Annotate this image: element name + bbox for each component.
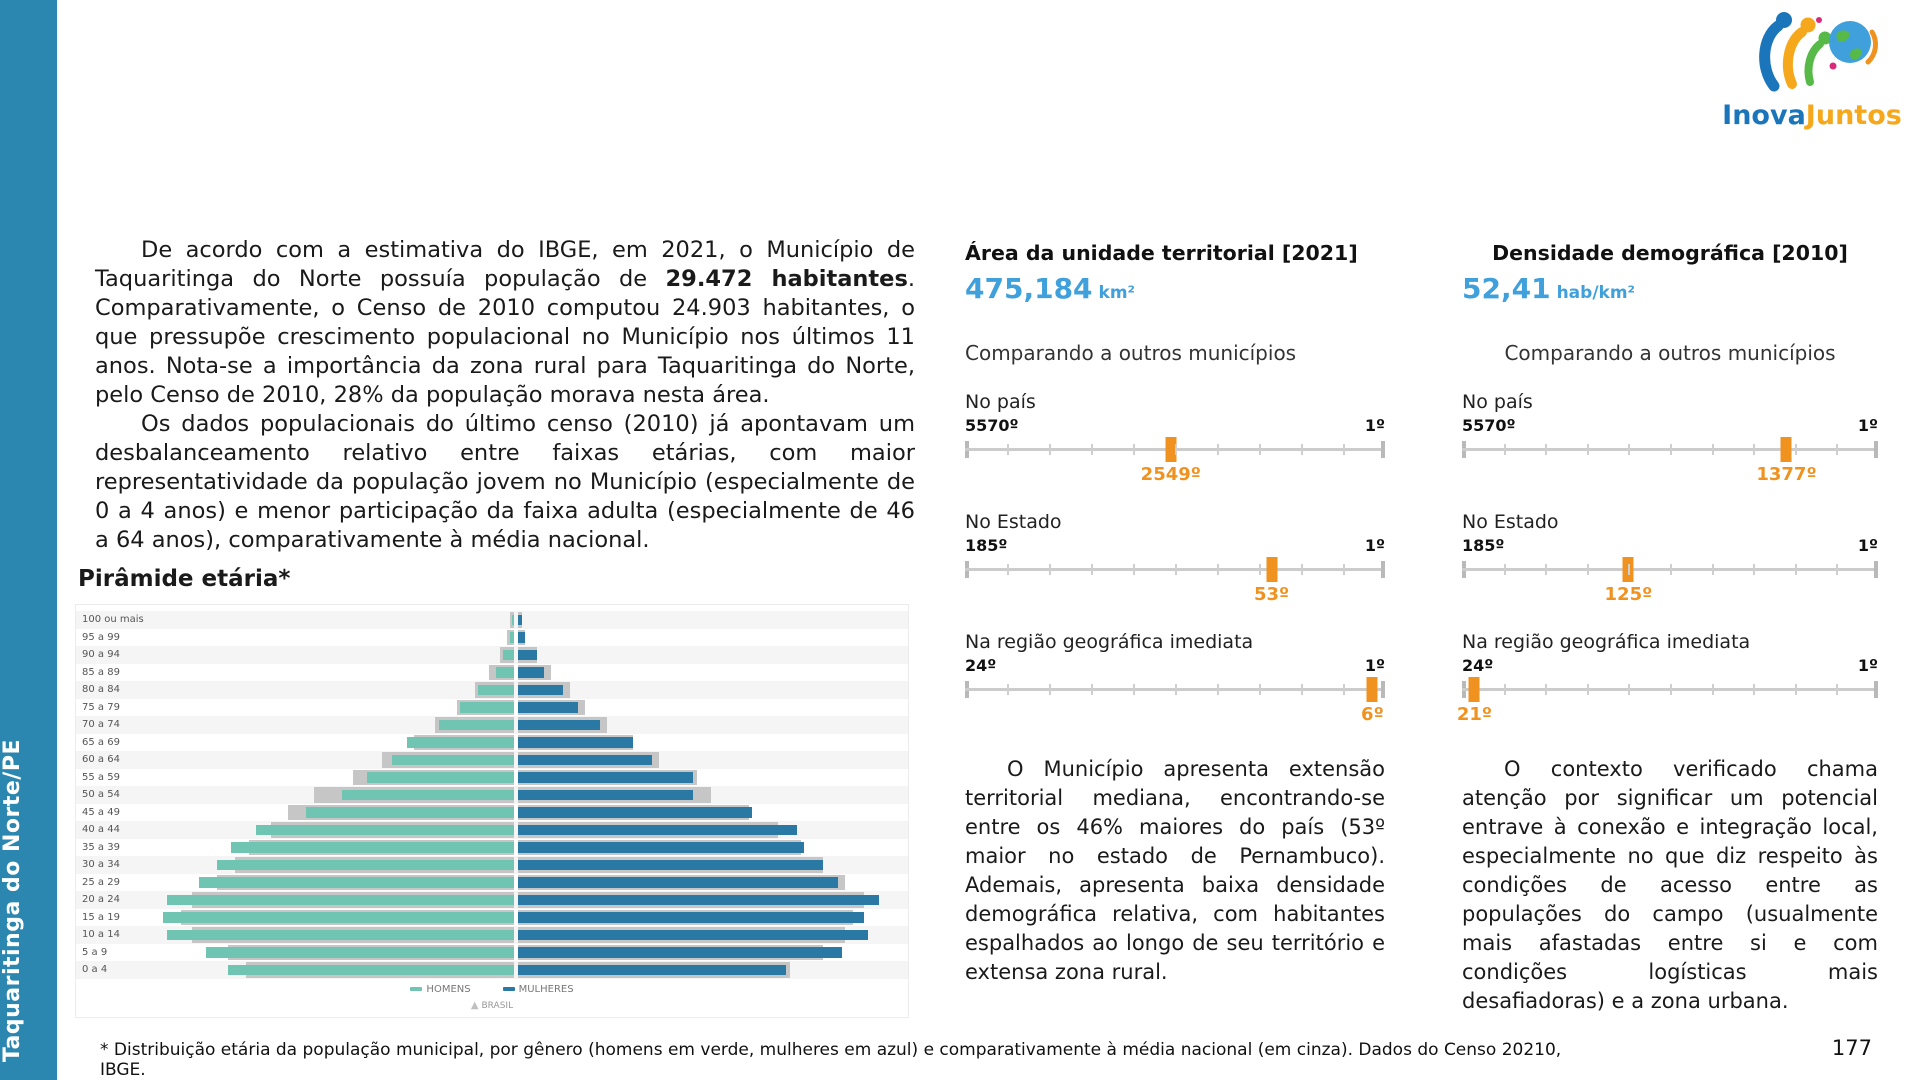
track-tick xyxy=(1259,564,1261,575)
rank-slider-region xyxy=(965,631,1385,725)
track-tick xyxy=(1007,684,1009,695)
panel-area-title: Área da unidade territorial [2021] xyxy=(965,241,1358,265)
rank-marker xyxy=(1266,557,1277,582)
bar-women xyxy=(518,772,693,783)
sidebar-municipality-label: Taquaritinga do Norte/PE xyxy=(0,738,25,1062)
bar-men xyxy=(478,685,514,696)
bar-women xyxy=(518,947,842,958)
track-tick xyxy=(1091,564,1093,575)
legend-homens-label: HOMENS xyxy=(426,984,471,995)
track-tick xyxy=(1670,444,1672,455)
bar-women xyxy=(518,912,864,923)
slider-endpoints xyxy=(1462,536,1878,555)
slider-worst-rank: 24º xyxy=(965,656,997,675)
track-tick xyxy=(1587,684,1589,695)
pyramid-row xyxy=(76,944,908,962)
track-tick xyxy=(1259,684,1261,695)
intro-p1-text: De acordo com a estimativa do IBGE, em 2021, o Município de Taquaritinga do Norte possuía população de xyxy=(95,237,915,292)
pyramid-age-label: 45 a 49 xyxy=(82,806,120,818)
slider-endpoints xyxy=(965,656,1385,675)
slider-worst-rank: 5570º xyxy=(965,416,1019,435)
bar-women xyxy=(518,720,600,731)
pyramid-title: Pirâmide etária* xyxy=(78,566,291,592)
slider-label: No país xyxy=(965,391,1036,413)
bar-women xyxy=(518,755,652,766)
rank-slider-country xyxy=(1462,391,1878,485)
slider-label: Na região geográfica imediata xyxy=(965,631,1254,653)
slider-worst-rank: 185º xyxy=(965,536,1008,555)
slider-worst-rank: 5570º xyxy=(1462,416,1516,435)
track-tick xyxy=(1587,564,1589,575)
bar-women xyxy=(518,807,752,818)
track-tick xyxy=(1753,444,1755,455)
rank-track xyxy=(965,559,1385,605)
logo-text-inova: Inova xyxy=(1722,100,1806,131)
rank-slider-state xyxy=(1462,511,1878,605)
rank-marker-value: 6º xyxy=(1361,704,1384,725)
pyramid-row xyxy=(76,611,908,629)
rank-marker xyxy=(1781,437,1792,462)
track-tick xyxy=(1628,444,1630,455)
track-tick xyxy=(1795,444,1797,455)
track-tick xyxy=(1712,684,1714,695)
pyramid-age-label: 100 ou mais xyxy=(82,614,144,625)
bar-men xyxy=(503,650,514,661)
bar-men xyxy=(228,965,514,976)
track-tick xyxy=(1343,564,1345,575)
track-tick xyxy=(1587,444,1589,455)
pyramid-row xyxy=(76,734,908,752)
rank-slider-region xyxy=(1456,631,1878,725)
intro-p1-bold-population: 29.472 habitantes xyxy=(665,266,908,292)
bar-men xyxy=(199,877,514,888)
track-tick xyxy=(1628,684,1630,695)
legend-mulheres-swatch xyxy=(503,987,515,991)
slider-endpoints xyxy=(1462,656,1878,675)
pyramid-age-label: 80 a 84 xyxy=(82,684,120,695)
bar-women xyxy=(518,685,563,696)
bar-women xyxy=(518,737,633,748)
pyramid-row xyxy=(76,891,908,909)
pyramid-age-label: 60 a 64 xyxy=(82,754,120,765)
pyramid-age-label: 55 a 59 xyxy=(82,771,120,783)
rank-track xyxy=(1462,559,1878,605)
rank-track xyxy=(1456,679,1878,725)
track-tick xyxy=(1670,684,1672,695)
pyramid-age-label: 0 a 4 xyxy=(82,964,108,975)
pyramid-age-label: 65 a 69 xyxy=(82,736,120,748)
bar-men xyxy=(231,842,514,853)
inovajuntos-logo-icon xyxy=(1722,8,1902,100)
pyramid-age-label: 70 a 74 xyxy=(82,719,120,730)
pyramid-age-label: 15 a 19 xyxy=(82,911,120,923)
bar-men xyxy=(496,667,514,678)
rank-slider-country xyxy=(965,391,1385,485)
track-tick xyxy=(1795,564,1797,575)
bar-men xyxy=(392,755,514,766)
legend-homens xyxy=(410,984,470,995)
track-tick xyxy=(1504,444,1506,455)
rank-marker-value: 125º xyxy=(1604,584,1653,605)
bar-men xyxy=(256,825,514,836)
pyramid-row xyxy=(76,786,908,804)
legend-brasil-label: BRASIL xyxy=(481,1001,514,1011)
bar-men xyxy=(206,947,514,958)
track-tick xyxy=(1133,564,1135,575)
track-tick xyxy=(1049,564,1051,575)
pyramid-row xyxy=(76,856,908,874)
track-tick xyxy=(1133,444,1135,455)
legend-mulheres xyxy=(503,984,574,995)
pyramid-row xyxy=(76,646,908,664)
bar-women xyxy=(518,825,797,836)
track-tick xyxy=(1545,444,1547,455)
slider-endpoints xyxy=(965,536,1385,555)
slider-label: No Estado xyxy=(965,511,1062,533)
bar-women xyxy=(518,650,537,661)
track-tick xyxy=(1753,684,1755,695)
track-tick xyxy=(1712,564,1714,575)
pyramid-age-label: 95 a 99 xyxy=(82,631,120,643)
pyramid-row xyxy=(76,716,908,734)
track-tick xyxy=(1343,444,1345,455)
pyramid-row xyxy=(76,839,908,857)
pyramid-row xyxy=(76,629,908,647)
track-tick xyxy=(1836,444,1838,455)
brasil-triangle-icon: ▲ xyxy=(470,1000,479,1011)
inovajuntos-wordmark xyxy=(1722,100,1902,131)
slider-best-rank: 1º xyxy=(1364,536,1385,555)
bar-men xyxy=(512,615,514,626)
panel-density-compare-label: Comparando a outros municípios xyxy=(1504,341,1836,365)
panel-area-unit: km² xyxy=(1098,283,1135,303)
pyramid-age-label: 10 a 14 xyxy=(82,929,120,940)
bar-men xyxy=(439,720,514,731)
track-tick xyxy=(1175,564,1177,575)
panel-territorial-area xyxy=(965,241,1385,987)
rank-marker-value: 53º xyxy=(1253,584,1290,605)
panel-density-value-row xyxy=(1462,272,1878,305)
bar-men xyxy=(167,930,514,941)
track-tick xyxy=(1301,444,1303,455)
slider-best-rank: 1º xyxy=(1857,656,1878,675)
panel-area-value-row xyxy=(965,272,1385,305)
rank-marker-value: 2549º xyxy=(1140,464,1201,485)
bar-women xyxy=(518,702,578,713)
track-tick xyxy=(1175,444,1177,455)
intro-paragraph-1 xyxy=(95,236,915,410)
slider-endpoints xyxy=(1462,416,1878,435)
bar-women xyxy=(518,615,522,626)
slider-best-rank: 1º xyxy=(1364,656,1385,675)
rank-slider-state xyxy=(965,511,1385,605)
bar-men xyxy=(163,912,514,923)
track-tick xyxy=(1545,564,1547,575)
panel-area-paragraph: O Município apresenta extensão territorial mediana, encontrando-se entre os 46% maiores do país (53º maior no estado de Pernambuco). Ademais, apresenta baixa densidade demográfica relativa, com habitantes espalhados ao longo de seu território e extensa zona rural. xyxy=(965,757,1385,984)
bar-women xyxy=(518,632,525,643)
intro-paragraph-2: Os dados populacionais do último censo (2010) já apontavam um desbalanceamento relativo entre faixas etárias, com maior representatividade da população jovem no Município (especialmente de 0 a 4 anos) e menor participação da faixa adulta (especialmente de 46 a 64 anos), comparativamente à média nacional. xyxy=(95,411,915,553)
panel-density-paragraph: O contexto verificado chama atenção por significar um potencial entrave à conexão e integração local, especialmente no que diz respeito às condições de acesso entre as populações do campo (usualmente mais afastadas entre si e com condições logísticas mais desafiadoras) e a zona urbana. xyxy=(1462,757,1878,1013)
track-tick xyxy=(1091,684,1093,695)
bar-women xyxy=(518,667,544,678)
bar-men xyxy=(460,702,514,713)
page-number: 177 xyxy=(1831,1036,1872,1060)
pyramid-legend xyxy=(76,984,908,995)
pyramid-age-label: 40 a 44 xyxy=(82,824,120,835)
slider-label: No país xyxy=(1462,391,1533,413)
track-tick xyxy=(1343,684,1345,695)
intro-text-block xyxy=(95,236,915,555)
panel-area-compare-label: Comparando a outros municípios xyxy=(965,341,1297,365)
rank-marker xyxy=(1367,677,1378,702)
bar-women xyxy=(518,877,838,888)
panel-density-unit: hab/km² xyxy=(1556,283,1635,303)
legend-homens-swatch xyxy=(410,987,422,991)
slider-label: No Estado xyxy=(1462,511,1559,533)
track-tick xyxy=(1133,684,1135,695)
panel-density-value: 52,41 xyxy=(1462,272,1551,305)
pyramid-age-label: 35 a 39 xyxy=(82,841,120,853)
track-tick xyxy=(1007,564,1009,575)
pyramid-row xyxy=(76,699,908,717)
rank-marker-value: 21º xyxy=(1456,704,1493,725)
track-tick xyxy=(1049,684,1051,695)
track-tick xyxy=(1545,684,1547,695)
slider-endpoints xyxy=(965,416,1385,435)
track-tick xyxy=(1259,444,1261,455)
bar-men xyxy=(306,807,514,818)
track-tick xyxy=(1628,564,1630,575)
pyramid-age-label: 90 a 94 xyxy=(82,649,120,660)
bar-men xyxy=(510,632,514,643)
slider-worst-rank: 24º xyxy=(1462,656,1494,675)
footnote: * Distribuição etária da população municipal, por gênero (homens em verde, mulheres em azul) e comparativamente à média nacional (em cinza). Dados do Censo 20210, IBGE. xyxy=(100,1040,1562,1080)
slider-best-rank: 1º xyxy=(1857,416,1878,435)
track-tick xyxy=(1049,444,1051,455)
rank-marker xyxy=(1469,677,1480,702)
pyramid-age-label: 20 a 24 xyxy=(82,894,120,905)
panel-area-value: 475,184 xyxy=(965,272,1093,305)
track-tick xyxy=(1175,684,1177,695)
pyramid-legend-brasil xyxy=(76,1000,908,1011)
rank-track xyxy=(965,439,1385,485)
track-tick xyxy=(1217,564,1219,575)
bar-women xyxy=(518,895,879,906)
pyramid-row xyxy=(76,664,908,682)
pyramid-age-label: 30 a 34 xyxy=(82,859,120,870)
bar-men xyxy=(342,790,514,801)
pyramid-age-label: 5 a 9 xyxy=(82,946,108,958)
pyramid-age-label: 50 a 54 xyxy=(82,789,120,800)
rank-track xyxy=(1462,439,1878,485)
panel-density-title: Densidade demográfica [2010] xyxy=(1492,241,1848,265)
track-tick xyxy=(1301,564,1303,575)
pyramid-row xyxy=(76,909,908,927)
bar-women xyxy=(518,842,804,853)
pyramid-row xyxy=(76,681,908,699)
pyramid-row xyxy=(76,804,908,822)
track-tick xyxy=(1301,684,1303,695)
intro-p1-text-after: . Comparativamente, o Censo de 2010 computou 24.903 habitantes, o que pressupõe crescimento populacional no Município nos últimos 11 anos. Nota-se a importância da zona rural para Taquaritinga do Norte, pelo Censo de 2010, 28% da população morava nesta área. xyxy=(95,266,915,408)
pyramid-age-label: 25 a 29 xyxy=(82,876,120,888)
bar-men xyxy=(407,737,514,748)
track-tick xyxy=(1007,444,1009,455)
bar-men xyxy=(167,895,514,906)
population-pyramid-chart xyxy=(75,604,909,1018)
pyramid-age-label: 75 a 79 xyxy=(82,701,120,713)
rank-track xyxy=(965,679,1385,725)
logo-text-juntos: Juntos xyxy=(1805,100,1902,131)
slider-label: Na região geográfica imediata xyxy=(1462,631,1751,653)
legend-mulheres-label: MULHERES xyxy=(518,984,574,995)
pyramid-row xyxy=(76,821,908,839)
pyramid-row xyxy=(76,961,908,979)
pyramid-row xyxy=(76,874,908,892)
pyramid-row xyxy=(76,751,908,769)
track-tick xyxy=(1670,564,1672,575)
track-tick xyxy=(1836,684,1838,695)
track-tick xyxy=(1753,564,1755,575)
sidebar-strip xyxy=(0,0,57,1080)
bar-women xyxy=(518,965,786,976)
track-tick xyxy=(1091,444,1093,455)
rank-marker-value: 1377º xyxy=(1756,464,1817,485)
bar-men xyxy=(367,772,514,783)
track-tick xyxy=(1217,444,1219,455)
panel-demographic-density xyxy=(1456,241,1878,1016)
pyramid-row xyxy=(76,926,908,944)
bar-women xyxy=(518,860,823,871)
slider-best-rank: 1º xyxy=(1364,416,1385,435)
pyramid-row xyxy=(76,769,908,787)
inovajuntos-logo xyxy=(1722,8,1902,131)
bar-men xyxy=(217,860,514,871)
track-tick xyxy=(1504,564,1506,575)
track-tick xyxy=(1217,684,1219,695)
track-tick xyxy=(1836,564,1838,575)
slider-worst-rank: 185º xyxy=(1462,536,1505,555)
pyramid-age-label: 85 a 89 xyxy=(82,666,120,678)
slider-best-rank: 1º xyxy=(1857,536,1878,555)
track-tick xyxy=(1795,684,1797,695)
track-tick xyxy=(1712,444,1714,455)
track-tick xyxy=(1504,684,1506,695)
bar-women xyxy=(518,790,693,801)
bar-women xyxy=(518,930,868,941)
